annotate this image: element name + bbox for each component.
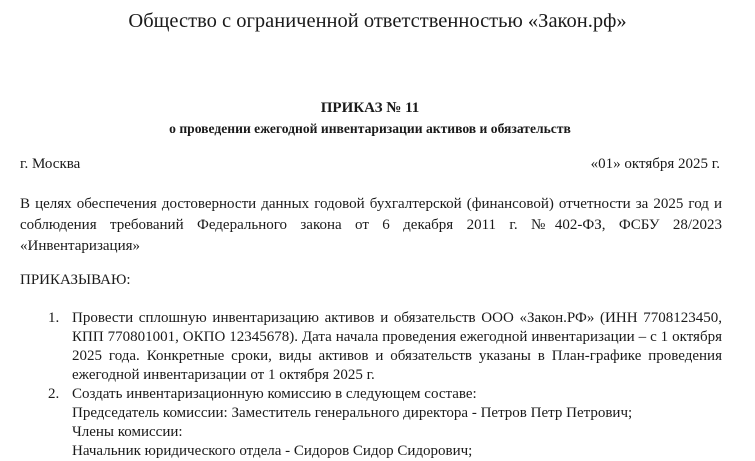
commission-chair: Председатель комиссии: Заместитель генерального директора - Петров Петр Петрович; — [72, 405, 633, 421]
order-city: г. Москва — [20, 156, 81, 172]
order-subject: о проведении ежегодной инвентаризации активов и обязательств — [169, 121, 571, 136]
list-item — [20, 385, 722, 461]
order-date: «01» октября 2025 г. — [590, 156, 720, 172]
list-item-text: Провести сплошную инвентаризацию активов и обязательств ООО «Закон.РФ» (ИНН 7708123450, КПП 770801001, ОКПО 12345678). Дата начала проведения ежегодной инвентаризации – с 1 октября 2025 года. Конкретные сроки, виды активов и обязательств указаны в План-графике проведения ежегодной инвентаризации от 1 октября 2025 г. — [72, 310, 722, 383]
order-title: ПРИКАЗ № 11 — [320, 100, 420, 116]
order-meta-row — [20, 156, 720, 173]
list-item-number: 1. — [48, 310, 60, 326]
order-preamble: В целях обеспечения достоверности данных годовой бухгалтерской (финансовой) отчетности за 2025 год и соблюдения требований Федерального закона от 6 декабря 2011 г. №402-ФЗ, ФСБУ 28/2023 «Инвентаризация» — [20, 196, 722, 254]
list-item-text: Создать инвентаризационную комиссию в следующем составе: — [72, 386, 477, 402]
list-item — [20, 309, 722, 385]
organization-name: Общество с ограниченной ответственностью «Закон.рф» — [128, 10, 627, 32]
commission-member: Начальник юридического отдела - Сидоров Сидор Сидорович; — [72, 443, 473, 459]
commission-members-label: Члены комиссии: — [72, 424, 183, 440]
order-items-list — [20, 309, 722, 461]
list-item-number: 2. — [48, 386, 60, 402]
order-command: ПРИКАЗЫВАЮ: — [20, 272, 131, 288]
